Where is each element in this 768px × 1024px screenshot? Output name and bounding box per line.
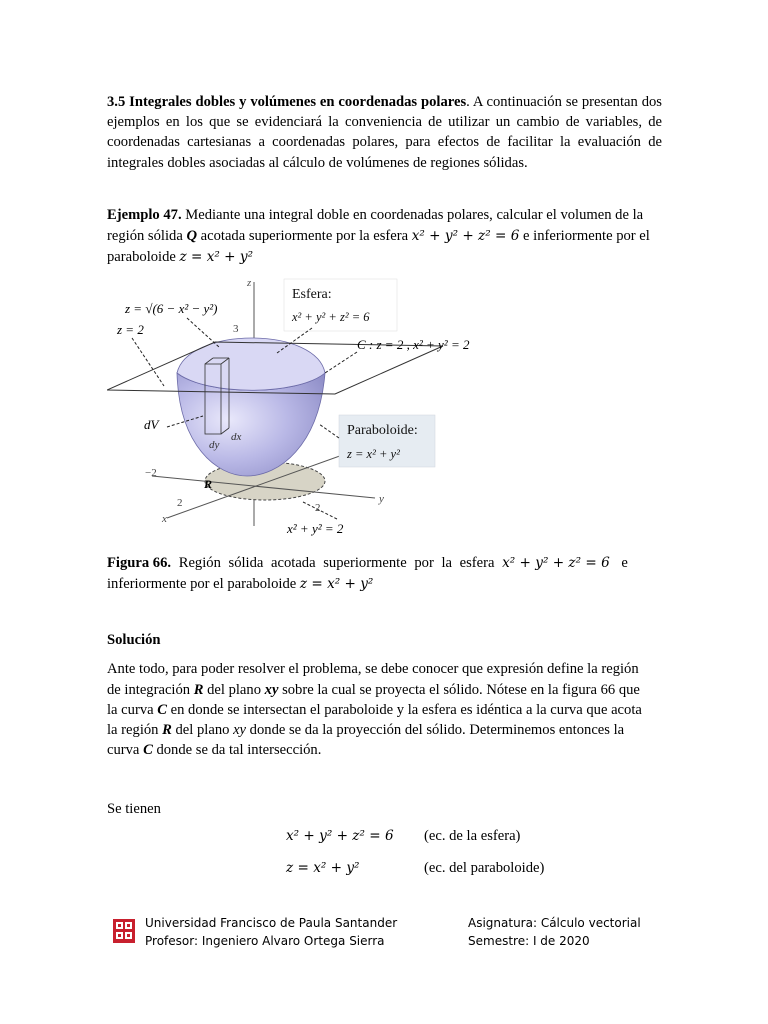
tick-minus-2: −2 [145,467,157,479]
paraboloid-equation: z = x² + y² [179,249,254,265]
curve-c-label: C : z = 2 , x² + y² = 2 [357,337,470,352]
dx-label: dx [231,431,242,443]
figure-66 [107,276,515,538]
tick-2-x: 2 [177,497,183,509]
dv-label: dV [144,417,159,432]
intro-paragraph [107,92,662,173]
curve-c-ref-2: C [143,742,153,758]
footer-professor: Profesor: Ingeniero Alvaro Ortega Sierra [145,934,385,948]
tick-3: 3 [233,323,239,335]
region-r-ref: R [193,682,204,698]
equation-paraboloid-note: (ec. del paraboloide) [424,860,545,876]
university-logo [113,919,135,943]
example-text-1: Mediante una integral doble en coordenadas polares, calcular el volumen de la [181,207,644,223]
se-tienen: Se tienen [107,801,161,817]
example-line-2 [107,228,650,245]
circle-equation: x² + y² = 2 [287,521,344,536]
footer-left [145,914,397,950]
paraboloide-title: Paraboloide: [347,423,418,438]
equation-paraboloid: z = x² + y² [286,860,360,876]
caption-text-1: Región sólida acotada superiormente por la esfera [171,555,503,571]
caption-text-1-end: e [617,555,628,571]
solution-line-4: la región R del plano xy donde se da la proyección del sólido. Determinemos entonces la [107,722,625,738]
footer-subject: Asignatura: Cálculo vectorial [468,916,641,930]
tick-2-y: 2 [315,502,321,514]
caption-sphere-eq: x² + y² + z² = 6 [502,555,610,571]
caption-line-2 [107,576,373,593]
curve-c-ref: C [157,702,167,718]
y-axis-label: y [379,493,384,505]
example-text-2a: región sólida [107,228,187,244]
footer-right [468,914,641,950]
footer-university: Universidad Francisco de Paula Santander [145,916,398,930]
solution-line-3: la curva C en donde se intersectan el paraboloide y la esfera es idéntica a la curva que acota [107,702,642,718]
solution-line-5: curva C donde se da tal intersección. [107,742,322,758]
example-text-2c: e inferiormente por el [519,228,650,244]
caption-text-2: inferiormente por el paraboloide [107,576,300,592]
equation-sphere-note: (ec. de la esfera) [424,828,521,844]
paraboloide-equation: z = x² + y² [347,447,400,461]
caption-label: Figura 66. [107,555,172,571]
example-text-3a: paraboloide [107,249,180,265]
sphere-cap [177,338,325,390]
x-axis-label: x [162,513,167,525]
esfera-title: Esfera: [292,287,332,302]
dy-label: dy [209,439,220,451]
region-r-ref-2: R [162,722,172,738]
esfera-equation: x² + y² + z² = 6 [292,310,370,324]
example-text-2b: acotada superiormente por la esfera [197,228,412,244]
section-heading: 3.5 Integrales dobles y volúmenes en coordenadas polares [107,94,467,110]
intro-text: . A continuación se presentan dos ejemplos en los que se evidenciará la conveniencia de utilizar un cambio de variables, de coordenadas cartesianas a coordenadas polares, para efectos de facilitar la evaluación de integrales dobles asociadas al cálculo de volúmenes de regiones sólidas. [107,94,662,171]
z-axis-label: z [247,277,252,289]
z-equals-2-label: z = 2 [117,322,144,337]
solution-heading: Solución [107,632,161,648]
caption-line-1 [107,555,662,572]
solid-q: Q [186,228,197,244]
equation-sphere: x² + y² + z² = 6 [286,828,394,844]
plane-xy-ref: xy [264,682,279,698]
example-line-1 [107,207,643,224]
caption-parab-eq: z = x² + y² [299,576,374,592]
footer-semester: Semestre: I de 2020 [468,934,590,948]
sphere-equation: x² + y² + z² = 6 [411,228,520,244]
solution-line-2: de integración R del plano xy sobre la cual se proyecta el sólido. Nótese en la figura 66 que [107,682,640,698]
example-line-3 [107,249,253,266]
plane-xy-ref-2: xy [233,722,247,738]
sphere-top-formula: z = √(6 − x² − y²) [125,301,218,316]
example-label: Ejemplo 47. [107,207,182,223]
region-r-label: R [204,477,213,491]
solution-line-1: Ante todo, para poder resolver el problema, se debe conocer que expresión define la región [107,661,639,677]
